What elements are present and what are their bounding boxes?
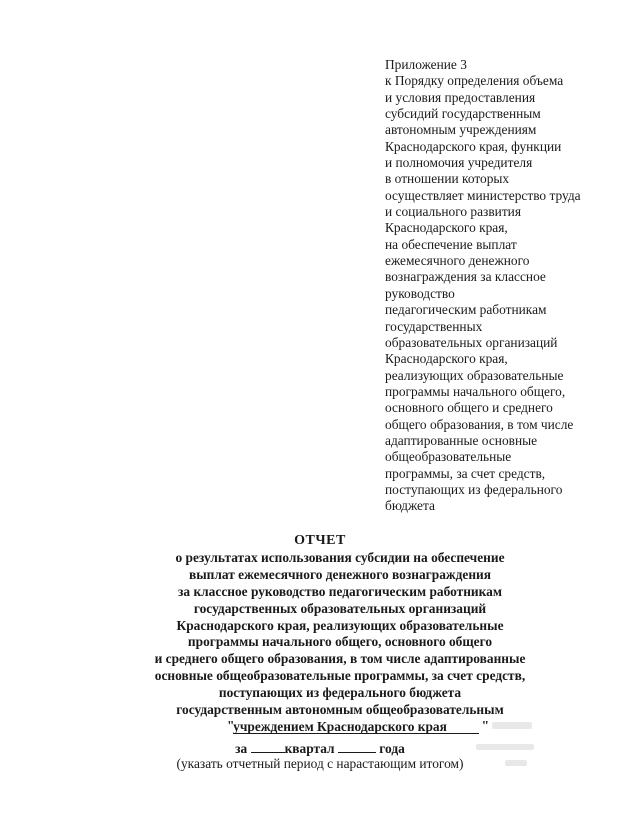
report-line: государственных образовательных организаций [193, 600, 487, 616]
appendix-line: Краснодарского края, [385, 351, 508, 367]
organization-name-underline [233, 733, 479, 734]
close-quote: " [481, 718, 489, 733]
appendix-line: адаптированные основные [385, 432, 538, 448]
period-kvartal-label: квартал [284, 741, 335, 756]
appendix-line: и полномочия учредителя [385, 155, 533, 171]
appendix-line: государственных [385, 318, 483, 334]
appendix-block [385, 57, 635, 515]
report-line: основные общеобразовательные программы, за счет средств, [154, 668, 526, 684]
appendix-line: общеобразовательные [385, 449, 512, 465]
appendix-line: вознаграждения за классное [385, 269, 546, 285]
year-blank [338, 740, 376, 753]
open-quote: " [227, 718, 235, 733]
reporting-period-line [0, 740, 640, 757]
appendix-line: ежемесячного денежного [385, 253, 530, 269]
report-body [140, 550, 540, 736]
report-line: программы начального общего, основного общего [187, 634, 493, 650]
appendix-line: осуществляет министерство труда [385, 187, 581, 203]
report-line: учреждением Краснодарского края [233, 718, 447, 734]
appendix-line: поступающих из федерального [385, 481, 563, 497]
appendix-line: руководство [385, 285, 455, 301]
period-note: (указать отчетный период с нарастающим итогом) [176, 756, 464, 771]
report-line: за классное руководство педагогическим работникам [178, 583, 502, 599]
appendix-line: педагогическим работникам [385, 302, 547, 318]
appendix-line: основного общего и среднего [385, 400, 553, 416]
appendix-line: образовательных организаций [385, 334, 558, 350]
report-line: поступающих из федерального бюджета [218, 685, 462, 701]
period-za-label: за [235, 741, 248, 756]
appendix-line: программы, за счет средств, [385, 465, 546, 481]
report-title: ОТЧЕТ [294, 533, 346, 548]
appendix-line: на обеспечение выплат [385, 236, 517, 252]
appendix-line: реализующих образовательные [385, 367, 564, 383]
report-line: о результатах использования субсидии на обеспечение [175, 550, 505, 565]
quarter-blank [251, 740, 285, 753]
appendix-line: программы начального общего, [385, 383, 566, 399]
scan-artifact [492, 722, 532, 729]
organization-name-blank [227, 718, 489, 734]
appendix-line: Краснодарского края, функции [385, 138, 562, 154]
report-line: и среднего общего образования, в том числе адаптированные [154, 651, 526, 667]
appendix-line: автономным учреждениям [385, 122, 537, 138]
report-line: Краснодарского края, реализующих образовательные [176, 617, 504, 633]
appendix-line: Краснодарского края, [385, 220, 508, 236]
appendix-line: общего образования, в том числе [385, 416, 574, 432]
appendix-line: и условия предоставления [385, 89, 536, 105]
appendix-line: Приложение 3 [385, 57, 467, 72]
appendix-line: в отношении которых [385, 171, 510, 187]
scan-artifact [476, 744, 534, 750]
appendix-line: бюджета [385, 498, 435, 514]
appendix-line: и социального развития [385, 204, 521, 220]
scan-artifact [505, 760, 527, 766]
appendix-line: субсидий государственным [385, 106, 541, 122]
period-goda-label: года [379, 741, 405, 756]
report-line: выплат ежемесячного денежного вознаграждения [188, 566, 491, 582]
appendix-line: к Порядку определения объема [385, 73, 564, 89]
report-line: государственным автономным общеобразовательным [176, 702, 504, 718]
